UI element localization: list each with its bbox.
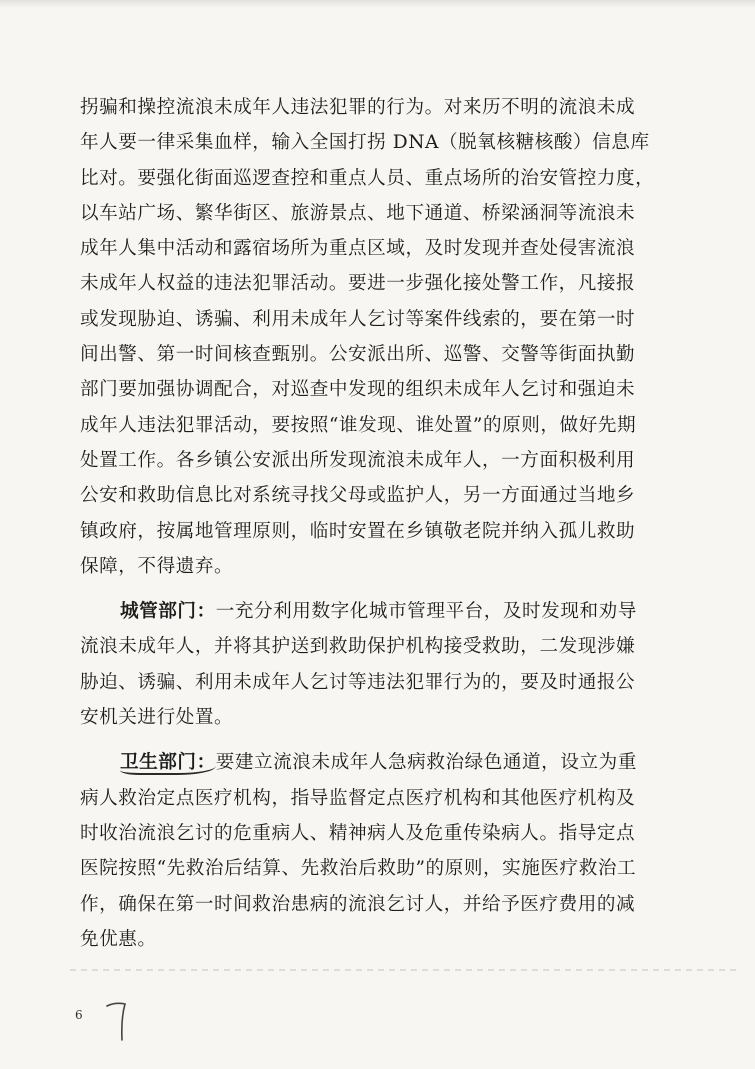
text-line: 比对。要强化街面巡逻查控和重点人员、重点场所的治安管控力度，	[80, 167, 655, 189]
text-line: 免优惠。	[80, 928, 157, 950]
page-top-edge	[0, 0, 755, 8]
text-line: 未成年人权益的违法犯罪活动。要进一步强化接处警工作，凡接报	[80, 273, 636, 295]
text-line: 成年人集中活动和露宿场所为重点区域，及时发现并查处侵害流浪	[80, 238, 636, 260]
text-line: 时收治流浪乞讨的危重病人、精神病人及危重传染病人。指导定点	[80, 822, 636, 844]
text-line: 间出警、第一时间核查甄别。公安派出所、巡警、交警等街面执勤	[80, 344, 636, 366]
text-line: 处置工作。各乡镇公安派出所发现流浪未成年人，一方面积极利用	[80, 449, 636, 471]
text-line: 或发现胁迫、诱骗、利用未成年人乞讨等案件线索的，要在第一时	[80, 308, 636, 330]
text-line: 保障，不得遗弃。	[80, 555, 234, 577]
handwritten-mark	[103, 1000, 129, 1044]
text-line: 成年人违法犯罪活动，要按照“谁发现、谁处置”的原则，做好先期	[80, 414, 637, 436]
section-heading-health: 卫生部门：	[120, 752, 216, 774]
text-line: 作，确保在第一时间救治患病的流浪乞讨人，并给予医疗费用的减	[80, 893, 636, 915]
paragraph-public-security	[80, 90, 685, 584]
text-line: 拐骗和操控流浪未成年人违法犯罪的行为。对来历不明的流浪未成	[80, 97, 636, 118]
text-line: 以车站广场、繁华街区、旅游景点、地下通道、桥梁涵洞等流浪未	[80, 202, 636, 224]
page-number: 6	[75, 1008, 83, 1022]
text-line: 安机关进行处置。	[80, 707, 234, 729]
scan-artifact-line	[70, 969, 737, 971]
text-span: 一充分利用数字化城市管理平台，及时发现和劝导	[215, 601, 637, 623]
text-line: 公安和救助信息比对系统寻找父母或监护人，另一方面通过当地乡	[80, 485, 636, 507]
text-line: 病人救治定点医疗机构，指导监督定点医疗机构和其他医疗机构及	[80, 787, 636, 809]
paragraph-urban-management	[80, 594, 685, 735]
text-line: 胁迫、诱骗、利用未成年人乞讨等违法犯罪行为的，要及时通报公	[80, 671, 636, 693]
text-line: 镇政府，按属地管理原则，临时安置在乡镇敬老院并纳入孤儿救助	[80, 520, 636, 542]
text-line: 医院按照“先救治后结算、先救治后救助”的原则，实施医疗救治工	[80, 858, 637, 880]
text-line: 流浪未成年人，并将其护送到救助保护机构接受救助，二发现涉嫌	[80, 636, 636, 658]
paragraph-health	[80, 745, 685, 957]
text-line	[80, 594, 685, 629]
text-line	[80, 745, 685, 780]
text-span: 要建立流浪未成年人急病救治绿色通道，设立为重	[215, 752, 637, 774]
document-body	[80, 90, 685, 957]
section-heading-urban-management: 城管部门：	[120, 601, 216, 623]
text-line: 部门要加强协调配合，对巡查中发现的组织未成年人乞讨和强迫未	[80, 379, 636, 401]
text-line: 年人要一律采集血样，输入全国打拐 DNA（脱氧核糖核酸）信息库	[80, 132, 650, 154]
